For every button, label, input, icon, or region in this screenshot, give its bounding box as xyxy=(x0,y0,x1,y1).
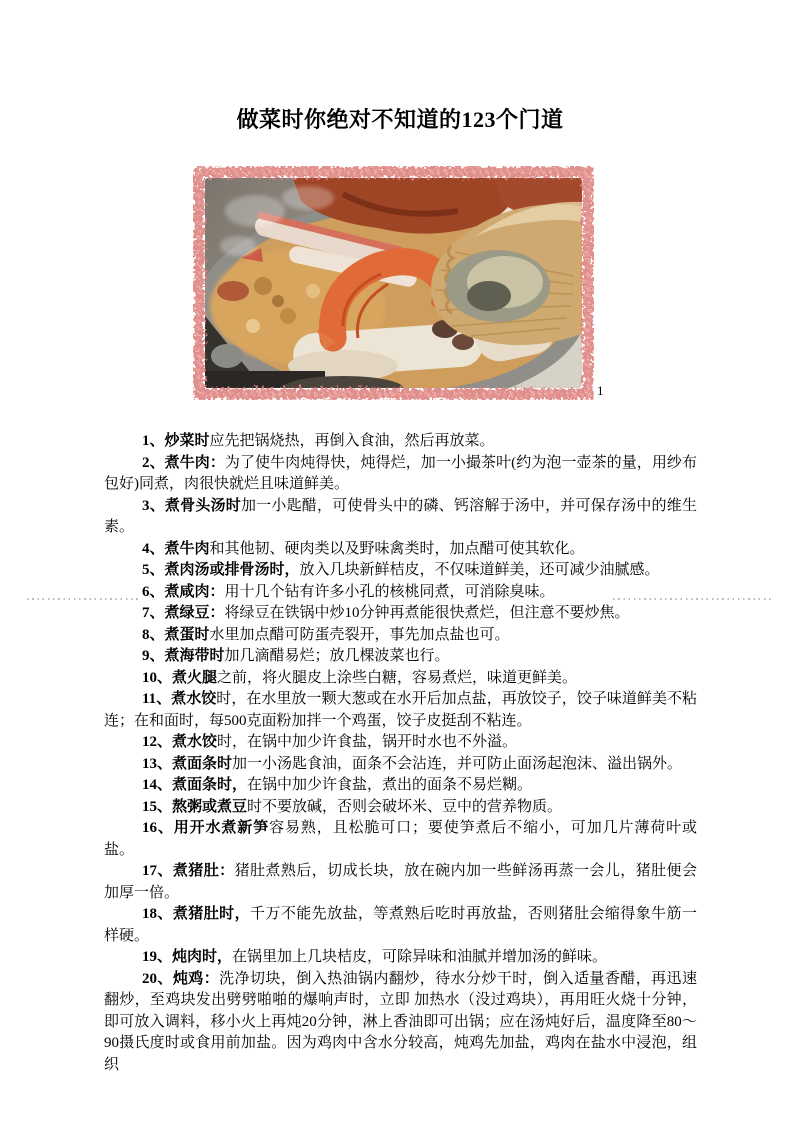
tip-lead: 2、煮牛肉： xyxy=(142,454,225,471)
tip-body: 应先把锅烧热，再倒入食油，然后再放菜。 xyxy=(209,433,495,449)
tip-item-2 xyxy=(104,453,697,496)
tip-lead: 4、煮牛肉 xyxy=(142,540,210,557)
tip-body: 水里加点醋可防蛋壳裂开，事先加点盐也可。 xyxy=(209,626,510,643)
tip-item-11 xyxy=(104,689,697,732)
tip-lead: 8、煮蛋时 xyxy=(142,626,210,643)
tip-body: 千万不能先放盐，等煮熟后吃时再放盐，否则猪肚会缩得象牛筋一样硬。 xyxy=(104,906,697,944)
tip-item-17 xyxy=(104,861,697,904)
tip-lead: 5、煮肉汤或排骨汤时， xyxy=(142,562,300,578)
tip-body: 放入几块新鲜桔皮，不仅味道鲜美，还可减少油腻感。 xyxy=(299,562,660,578)
tip-lead: 13、煮面条时 xyxy=(142,755,233,772)
tip-item-18 xyxy=(104,904,697,947)
tip-lead: 10、煮火腿 xyxy=(142,669,218,686)
seafood-hotpot-illustration xyxy=(193,166,594,400)
tip-body: 容易熟，且松脆可口；要使笋煮后不缩小，可加几片薄荷叶或盐。 xyxy=(104,820,697,858)
tip-body: 时不要放碱，否则会破坏米、豆中的营养物质。 xyxy=(247,798,563,815)
tip-body: 加一小匙醋，可使骨头中的磷、钙溶解于汤中，并可保存汤中的维生素。 xyxy=(104,497,697,535)
tip-item-20 xyxy=(104,969,697,1077)
tip-lead: 12、煮水饺 xyxy=(142,734,218,750)
tip-item-6 xyxy=(104,582,697,604)
tip-body: 在锅里加上几块桔皮，可除异味和油腻并增加汤的鲜味。 xyxy=(232,949,608,965)
tip-body: 和其他韧、硬肉类以及野味禽类时，加点醋可使其软化。 xyxy=(209,540,585,557)
tip-lead: 20、炖鸡： xyxy=(142,970,220,987)
tip-item-12 xyxy=(104,732,697,754)
tip-item-19 xyxy=(104,947,697,969)
tip-lead: 18、煮猪肚时， xyxy=(142,906,250,922)
tip-item-8 xyxy=(104,625,697,647)
tip-body: 加几滴醋易烂；放几棵波菜也行。 xyxy=(224,648,450,664)
tip-lead: 6、煮咸肉： xyxy=(142,583,225,600)
tip-body: 猪肚煮熟后，切成长块，放在碗内加一些鲜汤再蒸一会儿，猪肚便会加厚一倍。 xyxy=(104,863,697,901)
tip-body: 洗净切块，倒入热油锅内翻炒，待水分炒干时，倒入适量香醋，再迅速翻炒，至鸡块发出劈劈啪啪的爆响声时，立即 加热水（没过鸡块），再用旺火烧十分钟，即可放入调料，移小火上再炖20分钟，淋上香油即可出锅；应在汤炖好后，温度降至80～90摄氏度时或食用前加盐。因为鸡肉中含水分较高，炖鸡先加盐，鸡肉在盐水中浸泡，组织 xyxy=(104,970,697,1073)
tip-item-13 xyxy=(104,754,697,776)
tip-item-16 xyxy=(104,818,697,861)
tip-lead: 15、熬粥或煮豆 xyxy=(142,798,248,815)
tip-body: 时，在水里放一颗大葱或在水开后加点盐，再放饺子，饺子味道鲜美不粘连；在和面时，每500克面粉加拌一个鸡蛋，饺子皮挺刮不粘连。 xyxy=(104,691,697,729)
page-title: 做菜时你绝对不知道的123个门道 xyxy=(236,107,564,132)
tip-lead: 19、炖肉时， xyxy=(142,949,233,965)
tip-item-3 xyxy=(104,496,697,539)
tip-body: 用十几个钻有许多小孔的核桃同煮，可消除臭味。 xyxy=(224,583,555,600)
tip-body: 在锅中加少许食盐，煮出的面条不易烂糊。 xyxy=(247,777,533,793)
tip-lead: 9、煮海带时 xyxy=(142,648,225,664)
tip-lead: 1、炒菜时 xyxy=(142,433,210,449)
tip-item-4 xyxy=(104,539,697,561)
tip-body: 加一小汤匙食油，面条不会沾连，并可防止面汤起泡沫、溢出锅外。 xyxy=(232,755,683,772)
tips-list xyxy=(104,431,697,1076)
seafood-hotpot-image xyxy=(193,166,594,400)
tip-item-1 xyxy=(104,431,697,453)
tip-item-15 xyxy=(104,797,697,819)
tip-body: 为了使牛肉炖得快，炖得烂，加一小撮茶叶(约为泡一壶茶的量，用纱布包好)同煮，肉很快就烂且味道鲜美。 xyxy=(104,454,697,492)
tip-lead: 11、煮水饺 xyxy=(142,691,217,707)
tip-lead: 14、煮面条时， xyxy=(142,777,248,793)
tip-body: 之前，将火腿皮上涂些白糖，容易煮烂，味道更鲜美。 xyxy=(217,669,578,686)
tip-lead: 17、煮猪肚： xyxy=(142,863,235,879)
tip-lead: 3、煮骨头汤时 xyxy=(142,497,241,514)
tip-item-14 xyxy=(104,775,697,797)
tip-body: 将绿豆在铁锅中炒10分钟再煮能很快煮烂，但注意不要炒焦。 xyxy=(224,605,630,621)
tip-body: 时，在锅中加少许食盐，锅开时水也不外溢。 xyxy=(217,734,518,750)
tip-item-10 xyxy=(104,668,697,690)
tip-item-9 xyxy=(104,646,697,668)
tip-lead: 7、煮绿豆： xyxy=(142,605,225,621)
tip-item-7 xyxy=(104,603,697,625)
image-sequence-number: 1 xyxy=(597,383,604,398)
tip-item-5 xyxy=(104,560,697,582)
tip-lead: 16、用开水煮新笋 xyxy=(142,820,270,836)
